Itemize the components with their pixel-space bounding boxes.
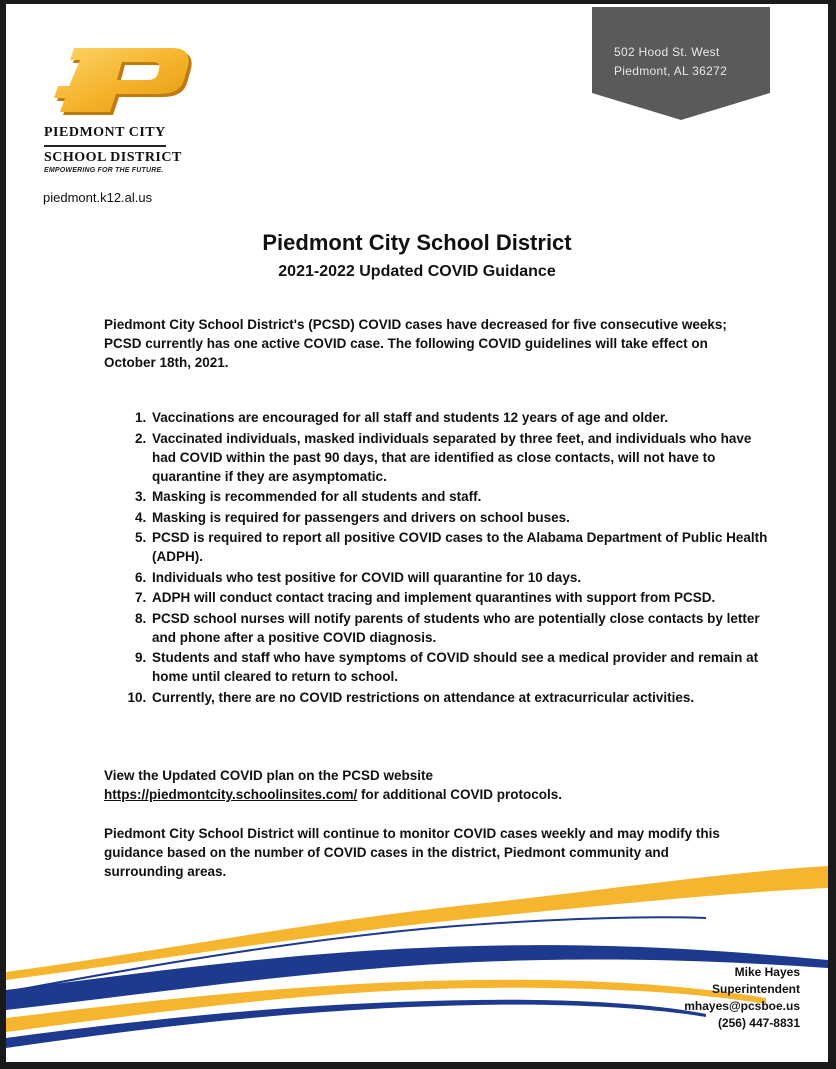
guidelines-list	[112, 408, 770, 708]
plan-suffix: for additional COVID protocols.	[357, 787, 563, 802]
address-box	[592, 7, 770, 120]
website-text: piedmont.k12.al.us	[43, 190, 153, 205]
signature-email: mhayes@pcsboe.us	[684, 999, 800, 1013]
org-name-line1: PIEDMONT CITY	[44, 122, 166, 147]
p-logo-icon	[44, 44, 194, 116]
list-item: 10. Currently, there are no COVID restrictions on attendance at extracurricular activities.	[150, 688, 770, 707]
address-line2: Piedmont, AL 36272	[614, 64, 728, 78]
plan-paragraph	[104, 766, 744, 804]
intro-paragraph: Piedmont City School District's (PCSD) COVID cases have decreased for five consecutive weeks; PCSD currently has one active COVID case. The following COVID guidelines will take effect on October 18th, 2021.	[104, 317, 727, 370]
list-item: 9. Students and staff who have symptoms of COVID should see a medical provider and remain at home until cleared to return to school.	[150, 648, 770, 686]
plan-link-line	[104, 785, 744, 804]
list-item: 7. ADPH will conduct contact tracing and implement quarantines with support from PCSD.	[150, 588, 770, 607]
list-item: 2. Vaccinated individuals, masked individuals separated by three feet, and individuals who have had COVID within the past 90 days, that are identified as close contacts, will not have to quarantine if they are asymptomatic.	[150, 429, 770, 486]
district-logo	[44, 44, 194, 121]
list-item: 3. Masking is recommended for all students and staff.	[150, 487, 770, 506]
address-line1: 502 Hood St. West	[614, 45, 720, 59]
org-name	[44, 122, 182, 169]
letter-page	[6, 4, 828, 1062]
signature-title: Superintendent	[711, 982, 800, 996]
signature-block	[684, 964, 800, 1032]
signature-name: Mike Hayes	[734, 965, 800, 979]
document-title: Piedmont City School District	[262, 230, 572, 255]
list-item: 1. Vaccinations are encouraged for all staff and students 12 years of age and older.	[150, 408, 770, 427]
document-subtitle: 2021-2022 Updated COVID Guidance	[278, 263, 556, 280]
address-text	[614, 43, 727, 81]
list-item: 8. PCSD school nurses will notify parents of students who are potentially close contacts by letter and phone after a positive COVID diagnosis.	[150, 609, 770, 647]
list-item: 4. Masking is required for passengers and drivers on school buses.	[150, 508, 770, 527]
plan-text: View the Updated COVID plan on the PCSD website	[104, 768, 434, 783]
org-name-line2: SCHOOL DISTRICT	[44, 150, 182, 165]
closing-paragraph: Piedmont City School District will continue to monitor COVID cases weekly and may modify this guidance based on the number of COVID cases in the district, Piedmont community and surrounding areas.	[104, 826, 720, 879]
list-item: 5. PCSD is required to report all positive COVID cases to the Alabama Department of Public Health (ADPH).	[150, 528, 770, 566]
signature-phone: (256) 447-8831	[717, 1016, 800, 1030]
list-item: 6. Individuals who test positive for COVID will quarantine for 10 days.	[150, 568, 770, 587]
tagline: EMPOWERING FOR THE FUTURE.	[44, 167, 164, 174]
plan-link[interactable]: https://piedmontcity.schoolinsites.com/	[104, 787, 358, 802]
